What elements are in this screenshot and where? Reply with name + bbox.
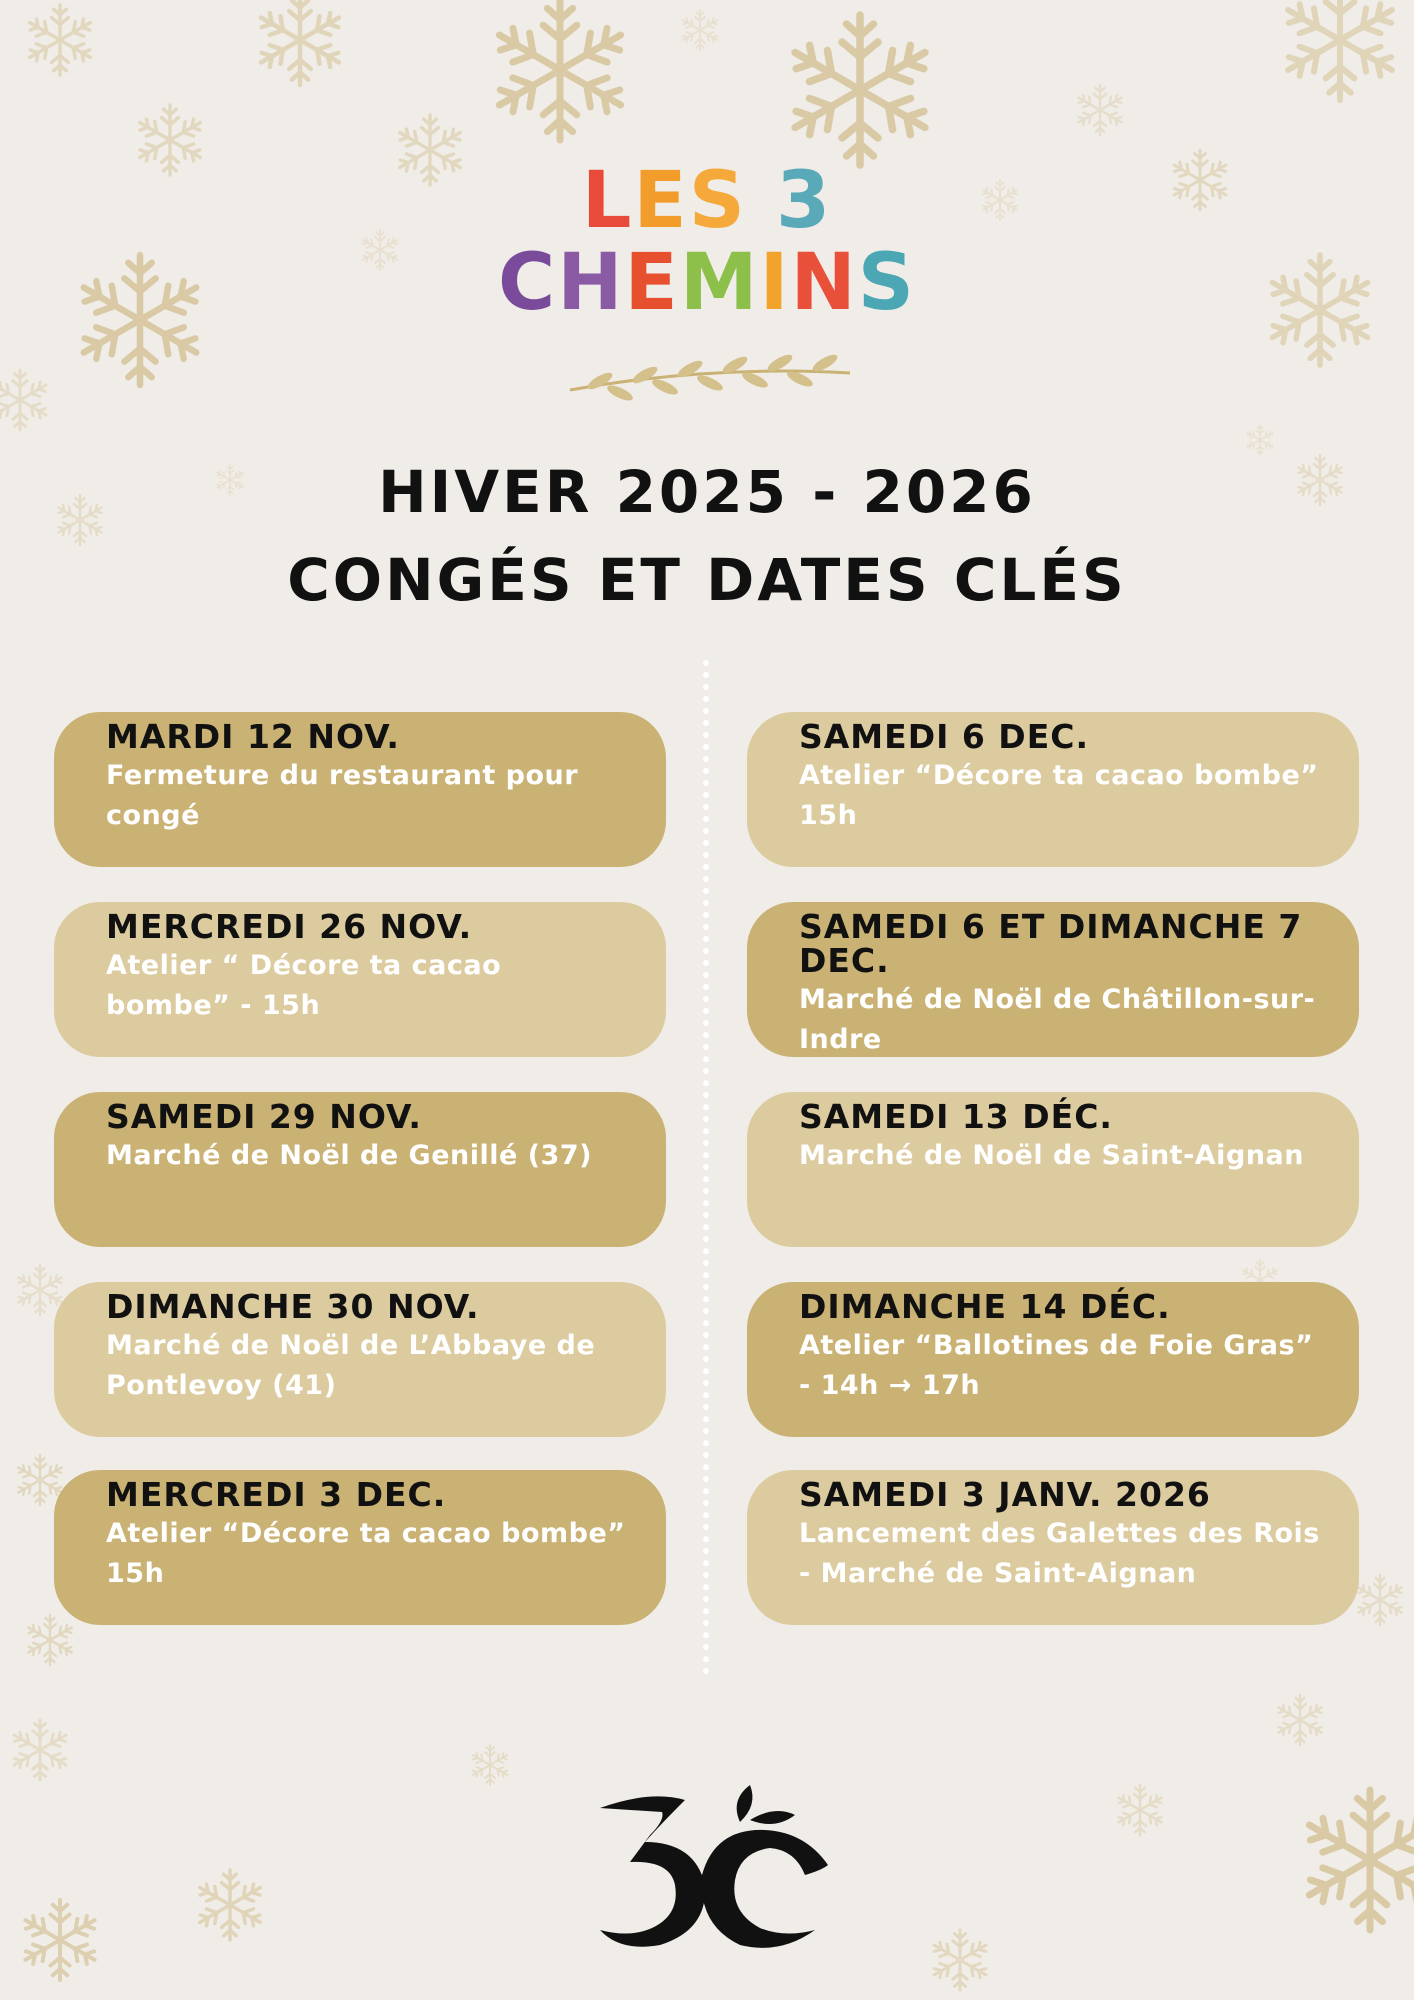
event-description: Atelier “Décore ta cacao bombe” 15h bbox=[799, 760, 1319, 831]
snowflake-icon bbox=[930, 1930, 989, 1990]
column-divider bbox=[703, 660, 709, 1675]
logo-line-1 bbox=[0, 156, 1414, 246]
page-title-line-2: CONGÉS ET DATES CLÉS bbox=[287, 546, 1127, 614]
event-date: MARDI 12 NOV. bbox=[106, 717, 400, 756]
logo-letter: E bbox=[633, 156, 689, 246]
logo-letter: 3 bbox=[776, 156, 833, 246]
logo-letter: E bbox=[624, 238, 680, 328]
laurel-sprig-icon bbox=[560, 345, 860, 415]
event-card bbox=[54, 712, 666, 867]
snowflake-icon bbox=[1245, 425, 1275, 455]
snowflake-icon bbox=[256, 0, 345, 85]
event-description: Atelier “Décore ta cacao bombe” 15h bbox=[106, 1518, 626, 1589]
event-card bbox=[54, 1470, 666, 1625]
snowflake-icon bbox=[680, 10, 719, 50]
brand-3c-logo-icon bbox=[590, 1780, 830, 1955]
event-description: Atelier “Ballotines de Foie Gras” - 14h → 17h bbox=[799, 1330, 1314, 1401]
event-card bbox=[747, 902, 1359, 1057]
logo-letter: L bbox=[581, 156, 634, 246]
event-date: MERCREDI 26 NOV. bbox=[106, 907, 473, 946]
event-description: Marché de Noël de L’Abbaye de Pontlevoy (41) bbox=[106, 1330, 596, 1401]
event-date: SAMEDI 29 NOV. bbox=[106, 1097, 422, 1136]
event-description: Marché de Noël de Saint-Aignan bbox=[799, 1140, 1304, 1171]
event-card bbox=[747, 712, 1359, 867]
event-description: Lancement des Galettes des Rois - Marché de Saint-Aignan bbox=[799, 1518, 1320, 1589]
event-card bbox=[747, 1092, 1359, 1247]
event-date: SAMEDI 3 JANV. 2026 bbox=[799, 1475, 1211, 1514]
event-date: DIMANCHE 30 NOV. bbox=[106, 1287, 480, 1326]
logo-letter: N bbox=[790, 238, 858, 328]
page-title-line-1: HIVER 2025 - 2026 bbox=[378, 458, 1036, 526]
logo-letter: I bbox=[759, 238, 791, 328]
snowflake-icon bbox=[1075, 85, 1124, 135]
snowflake-icon bbox=[21, 1900, 100, 1980]
logo-letter: S bbox=[857, 238, 916, 328]
event-card bbox=[54, 1282, 666, 1437]
snowflake-icon bbox=[1275, 1695, 1324, 1745]
logo-letter: C bbox=[498, 238, 558, 328]
event-date: SAMEDI 6 ET DIMANCHE 7 DEC. bbox=[799, 907, 1303, 980]
snowflake-icon bbox=[10, 1720, 69, 1780]
logo-letter: S bbox=[688, 156, 747, 246]
event-description: Marché de Noël de Châtillon-sur-Indre bbox=[799, 984, 1316, 1055]
snowflake-icon bbox=[1281, 0, 1399, 100]
snowflake-icon bbox=[1115, 1785, 1164, 1835]
logo-line-2 bbox=[0, 238, 1414, 328]
snowflake-icon bbox=[470, 1745, 509, 1785]
event-date: SAMEDI 13 DÉC. bbox=[799, 1097, 1113, 1136]
snowflake-icon bbox=[25, 1615, 74, 1665]
snowflake-icon bbox=[1355, 1575, 1404, 1625]
event-description: Atelier “ Décore ta cacao bombe” - 15h bbox=[106, 950, 502, 1021]
logo-letter: M bbox=[679, 238, 760, 328]
event-card bbox=[54, 1092, 666, 1247]
snowflake-icon bbox=[491, 0, 629, 140]
logo-letter bbox=[747, 160, 776, 242]
event-description: Fermeture du restaurant pour congé bbox=[106, 760, 579, 831]
event-card bbox=[747, 1282, 1359, 1437]
logo-letter: H bbox=[557, 238, 625, 328]
brand-logo bbox=[0, 156, 1414, 328]
snowflake-icon bbox=[195, 1870, 264, 1940]
snowflake-icon bbox=[0, 370, 50, 430]
snowflake-icon bbox=[786, 15, 934, 165]
snowflake-icon bbox=[15, 1265, 64, 1315]
event-description: Marché de Noël de Genillé (37) bbox=[106, 1140, 592, 1171]
event-card bbox=[747, 1470, 1359, 1625]
event-date: DIMANCHE 14 DÉC. bbox=[799, 1287, 1171, 1326]
event-date: MERCREDI 3 DEC. bbox=[106, 1475, 447, 1514]
snowflake-icon bbox=[1301, 1790, 1414, 1930]
event-date: SAMEDI 6 DEC. bbox=[799, 717, 1089, 756]
event-card bbox=[54, 902, 666, 1057]
snowflake-icon bbox=[25, 5, 94, 75]
